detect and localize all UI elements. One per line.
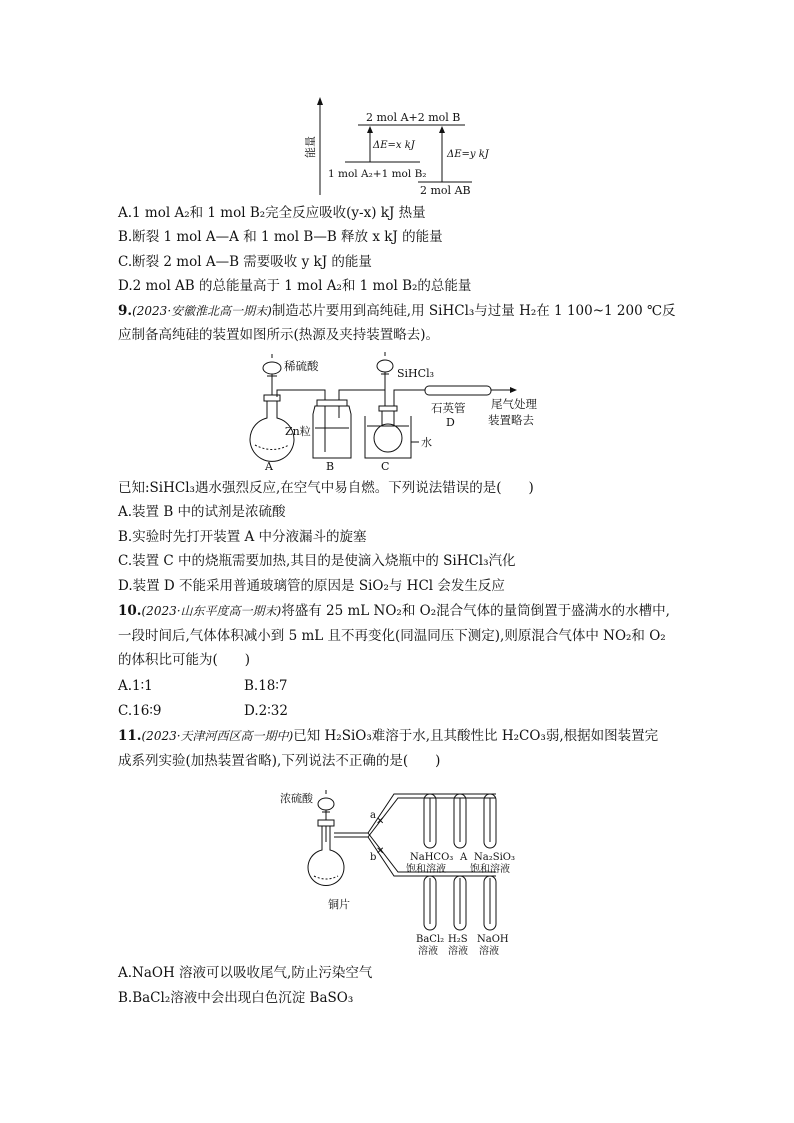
q9-number: 9. xyxy=(118,303,133,319)
q11-valve-b: b xyxy=(370,852,377,863)
q11-tube2-label: A xyxy=(460,852,468,863)
q11-tube3-label: Na₂SiO₃ xyxy=(474,852,515,863)
q9-quartz-label: 石英管 xyxy=(431,401,466,415)
q9-source: (2023·安徽淮北高一期末) xyxy=(132,304,272,318)
q11-acid-label: 浓硫酸 xyxy=(280,792,313,805)
q10-number: 10. xyxy=(118,603,142,619)
q9-water-label: 水 xyxy=(421,436,432,449)
q8-option-c: C.断裂 2 mol A—B 需要吸收 y kJ 的能量 xyxy=(118,254,372,270)
energy-level-top: 2 mol A+2 mol B xyxy=(366,111,461,124)
q9-option-b: B.实验时先打开装置 A 中分液漏斗的旋塞 xyxy=(118,529,367,545)
valve-b-icon: ✕ xyxy=(376,846,385,857)
q11-source: (2023·天津河西区高一期中) xyxy=(141,729,294,743)
q10-stem-line3: 的体积比可能为( ) xyxy=(118,652,251,668)
delta-e-y: ΔE=y kJ xyxy=(447,149,489,160)
q11-tube5-sub: 溶液 xyxy=(448,946,468,957)
q11-tube5-label: H₂S xyxy=(448,934,468,945)
energy-diagram xyxy=(300,95,510,200)
q8-option-b: B.断裂 1 mol A—A 和 1 mol B—B 释放 x kJ 的能量 xyxy=(118,229,443,245)
q8-option-d: D.2 mol AB 的总能量高于 1 mol A₂和 1 mol B₂的总能量 xyxy=(118,278,472,294)
q9-zn-label: Zn粒 xyxy=(285,425,311,438)
q9-option-d: D.装置 D 不能采用普通玻璃管的原因是 SiO₂与 HCl 会发生反应 xyxy=(118,578,505,594)
energy-axis-label: 能量 xyxy=(304,136,317,158)
q11-stem-line2: 成系列实验(加热装置省略),下列说法不正确的是( ) xyxy=(118,753,441,769)
q9-stem-line1 xyxy=(118,301,676,321)
q11-copper-label: 铜片 xyxy=(328,898,350,911)
q10-source: (2023·山东平度高一期末) xyxy=(141,604,282,618)
q11-option-b: B.BaCl₂溶液中会出现白色沉淀 BaSO₃ xyxy=(118,990,354,1006)
q10-option-c: C.16∶9 xyxy=(118,703,162,719)
q10-option-d: D.2∶32 xyxy=(244,703,288,719)
q9-stem-line2: 应制备高纯硅的装置如图所示(热源及夹持装置略去)。 xyxy=(118,327,440,343)
q9-apparatus-diagram xyxy=(245,350,555,478)
q10-stem-line1 xyxy=(118,601,670,621)
delta-e-x: ΔE=x kJ xyxy=(373,140,415,151)
q11-valve-a: a xyxy=(370,810,376,821)
q11-number: 11. xyxy=(118,728,142,744)
q9-stem: 制造芯片要用到高纯硅,用 SiHCl₃与过量 H₂在 1 100~1 200 ℃反 xyxy=(271,303,676,319)
q9-option-a: A.装置 B 中的试剂是浓硫酸 xyxy=(118,504,286,520)
q8-option-a: A.1 mol A₂和 1 mol B₂完全反应吸收(y-x) kJ 热量 xyxy=(118,205,426,221)
q9-label-d: D xyxy=(446,416,455,429)
valve-a-icon: ✕ xyxy=(376,816,385,827)
q10-option-a: A.1∶1 xyxy=(118,678,153,694)
q11-option-a: A.NaOH 溶液可以吸收尾气,防止污染空气 xyxy=(118,965,373,981)
q11-tube1-label: NaHCO₃ xyxy=(410,852,454,863)
q9-known: 已知:SiHCl₃遇水强烈反应,在空气中易自燃。下列说法错误的是( ) xyxy=(118,480,534,496)
q11-tube6-sub: 溶液 xyxy=(479,946,499,957)
q11-tube4-label: BaCl₂ xyxy=(416,934,445,945)
q9-acid-label: 稀硫酸 xyxy=(284,359,319,373)
q11-apparatus-diagram xyxy=(278,780,528,958)
energy-level-bottom: 2 mol AB xyxy=(420,184,471,197)
q9-label-a: A xyxy=(265,460,273,473)
q11-tube1-sub: 饱和溶液 xyxy=(406,864,446,875)
q9-option-c: C.装置 C 中的烧瓶需要加热,其目的是使滴入烧瓶中的 SiHCl₃汽化 xyxy=(118,553,516,569)
q11-tube6-label: NaOH xyxy=(477,934,509,945)
q11-stem-line1 xyxy=(118,726,658,746)
q11-stem: 已知 H₂SiO₃难溶于水,且其酸性比 H₂CO₃弱,根据如图装置完 xyxy=(293,728,659,744)
q9-tail-label-1: 尾气处理 xyxy=(491,397,537,411)
q9-tail-label-2: 装置略去 xyxy=(488,413,534,427)
q10-stem: 将盛有 25 mL NO₂和 O₂混合气体的量筒倒置于盛满水的水槽中, xyxy=(281,603,670,619)
q9-label-b: B xyxy=(326,460,335,473)
q10-option-b: B.18∶7 xyxy=(244,678,288,694)
energy-level-mid: 1 mol A₂+1 mol B₂ xyxy=(328,168,427,180)
q10-stem-line2: 一段时间后,气体体积减小到 5 mL 且不再变化(同温同压下测定),则原混合气体中 NO₂和 O₂ xyxy=(118,628,666,644)
q11-tube3-sub: 饱和溶液 xyxy=(470,864,510,875)
q9-label-c: C xyxy=(381,460,390,473)
q11-tube4-sub: 溶液 xyxy=(418,946,438,957)
q9-sihcl3-label: SiHCl₃ xyxy=(397,367,434,380)
